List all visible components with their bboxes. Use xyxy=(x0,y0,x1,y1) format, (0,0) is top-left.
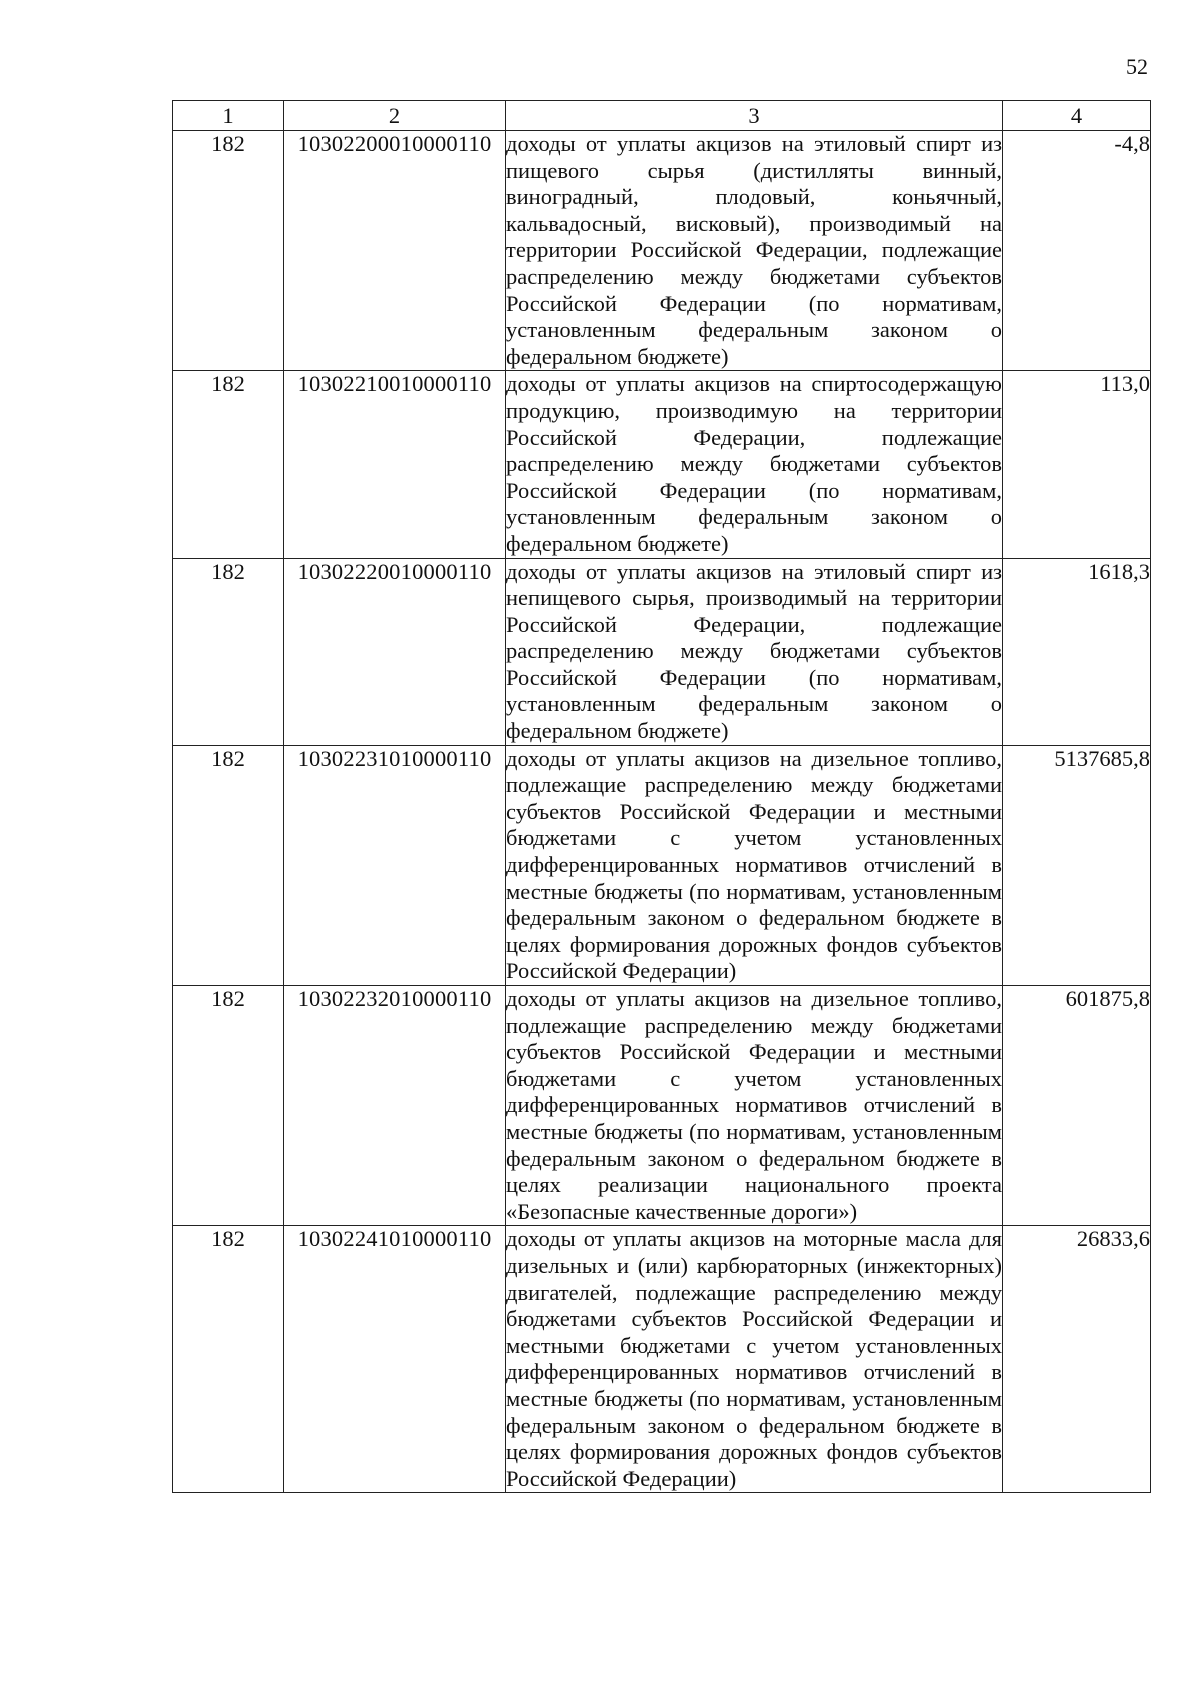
amount-cell: 26833,6 xyxy=(1003,1226,1151,1493)
description-cell: доходы от уплаты акцизов на дизельное топливо, подлежащие распределению между бюджетами субъектов Российской Федерации и местными бюджетами с учетом установленных дифференцированных нормативов отчислений в местные бюджеты (по нормативам, установленным федеральным законом о федеральном бюджете в целях реализации национального проекта «Безопасные качественные дороги») xyxy=(506,986,1003,1226)
budget-code-cell: 10302241010000110 xyxy=(284,1226,506,1493)
admin-code-cell: 182 xyxy=(173,558,284,745)
table-row xyxy=(173,745,1151,985)
budget-code-cell: 10302232010000110 xyxy=(284,986,506,1226)
budget-code-cell: 10302210010000110 xyxy=(284,371,506,558)
admin-code-cell: 182 xyxy=(173,745,284,985)
header-col-4: 4 xyxy=(1003,101,1151,131)
header-col-1: 1 xyxy=(173,101,284,131)
header-col-2: 2 xyxy=(284,101,506,131)
admin-code-cell: 182 xyxy=(173,131,284,371)
description-cell: доходы от уплаты акцизов на дизельное топливо, подлежащие распределению между бюджетами субъектов Российской Федерации и местными бюджетами с учетом установленных дифференцированных нормативов отчислений в местные бюджеты (по нормативам, установленным федеральным законом о федеральном бюджете в целях формирования дорожных фондов субъектов Российской Федерации) xyxy=(506,745,1003,985)
budget-code-cell: 10302220010000110 xyxy=(284,558,506,745)
table-row xyxy=(173,558,1151,745)
admin-code-cell: 182 xyxy=(173,1226,284,1493)
budget-code-cell: 10302231010000110 xyxy=(284,745,506,985)
description-cell: доходы от уплаты акцизов на спиртосодержащую продукцию, производимую на территории Российской Федерации, подлежащие распределению между бюджетами субъектов Российской Федерации (по нормативам, установленным федеральным законом о федеральном бюджете) xyxy=(506,371,1003,558)
table-row xyxy=(173,371,1151,558)
revenue-table xyxy=(172,100,1151,1493)
table-row xyxy=(173,131,1151,371)
amount-cell: 5137685,8 xyxy=(1003,745,1151,985)
page-number: 52 xyxy=(1126,54,1148,79)
table-header-row xyxy=(173,101,1151,131)
amount-cell: 1618,3 xyxy=(1003,558,1151,745)
amount-cell: 601875,8 xyxy=(1003,986,1151,1226)
amount-cell: 113,0 xyxy=(1003,371,1151,558)
table-row xyxy=(173,986,1151,1226)
description-cell: доходы от уплаты акцизов на этиловый спирт из пищевого сырья (дистилляты винный, виноградный, плодовый, коньячный, кальвадосный, висковый), производимый на территории Российской Федерации, подлежащие распределению между бюджетами субъектов Российской Федерации (по нормативам, установленным федеральным законом о федеральном бюджете) xyxy=(506,131,1003,371)
description-cell: доходы от уплаты акцизов на моторные масла для дизельных и (или) карбюраторных (инжекторных) двигателей, подлежащие распределению между бюджетами субъектов Российской Федерации и местными бюджетами с учетом установленных дифференцированных нормативов отчислений в местные бюджеты (по нормативам, установленным федеральным законом о федеральном бюджете в целях формирования дорожных фондов субъектов Российской Федерации) xyxy=(506,1226,1003,1493)
amount-cell: -4,8 xyxy=(1003,131,1151,371)
budget-code-cell: 10302200010000110 xyxy=(284,131,506,371)
header-col-3: 3 xyxy=(506,101,1003,131)
admin-code-cell: 182 xyxy=(173,986,284,1226)
description-cell: доходы от уплаты акцизов на этиловый спирт из непищевого сырья, производимый на территории Российской Федерации, подлежащие распределению между бюджетами субъектов Российской Федерации (по нормативам, установленным федеральным законом о федеральном бюджете) xyxy=(506,558,1003,745)
admin-code-cell: 182 xyxy=(173,371,284,558)
table-row xyxy=(173,1226,1151,1493)
